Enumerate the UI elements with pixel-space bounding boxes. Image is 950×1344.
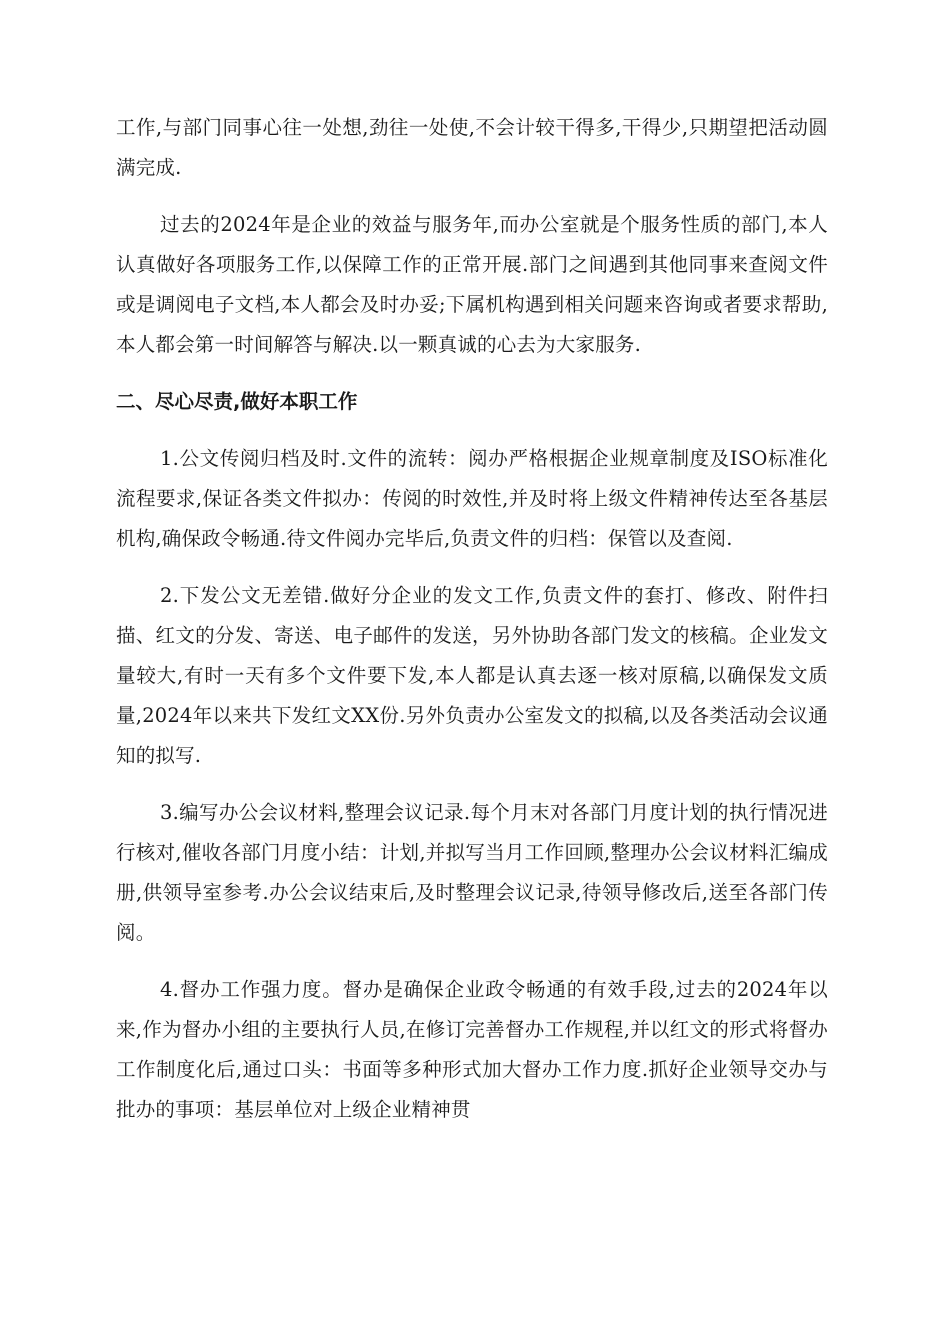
paragraph-continuation: 工作,与部门同事心往一处想,劲往一处使,不会计较干得多,干得少,只期望把活动圆满完成. bbox=[116, 116, 828, 179]
paragraph-item-4: 4.督办工作强力度。督办是确保企业政令畅通的有效手段,过去的2024年以来,作为督办小组的主要执行人员,在修订完善督办工作规程,并以红文的形式将督办工作制度化后,通过口头：书面等多种形式加大督办工作力度.抓好企业领导交办与批办的事项：基层单位对上级企业精神贯 bbox=[116, 978, 828, 1121]
section-heading: 二、尽心尽责,做好本职工作 bbox=[116, 390, 358, 413]
paragraph-item-2: 2.下发公文无差错.做好分企业的发文工作,负责文件的套打、修改、附件扫描、红文的分发、寄送、电子邮件的发送，另外协助各部门发文的核稿。企业发文量较大,有时一天有多个文件要下发,本人都是认真去逐一核对原稿,以确保发文质量,2024年以来共下发红文XX份.另外负责办公室发文的拟稿,以及各类活动会议通知的拟写. bbox=[116, 584, 828, 767]
paragraph-item-3: 3.编写办公会议材料,整理会议记录.每个月末对各部门月度计划的执行情况进行核对,催收各部门月度小结：计划,并拟写当月工作回顾,整理办公会议材料汇编成册,供领导室参考.办公会议结束后,及时整理会议记录,待领导修改后,送至各部门传阅。 bbox=[116, 801, 828, 944]
document-page bbox=[116, 108, 828, 1147]
paragraph-item-1: 1.公文传阅归档及时.文件的流转：阅办严格根据企业规章制度及ISO标准化流程要求,保证各类文件拟办：传阅的时效性,并及时将上级文件精神传达至各基层机构,确保政令畅通.待文件阅办完毕后,负责文件的归档：保管以及查阅. bbox=[116, 447, 828, 550]
paragraph-service-year: 过去的2024年是企业的效益与服务年,而办公室就是个服务性质的部门,本人认真做好各项服务工作,以保障工作的正常开展.部门之间遇到其他同事来查阅文件或是调阅电子文档,本人都会及时办妥;下属机构遇到相关问题来咨询或者要求帮助,本人都会第一时间解答与解决.以一颗真诚的心去为大家服务. bbox=[116, 213, 828, 356]
